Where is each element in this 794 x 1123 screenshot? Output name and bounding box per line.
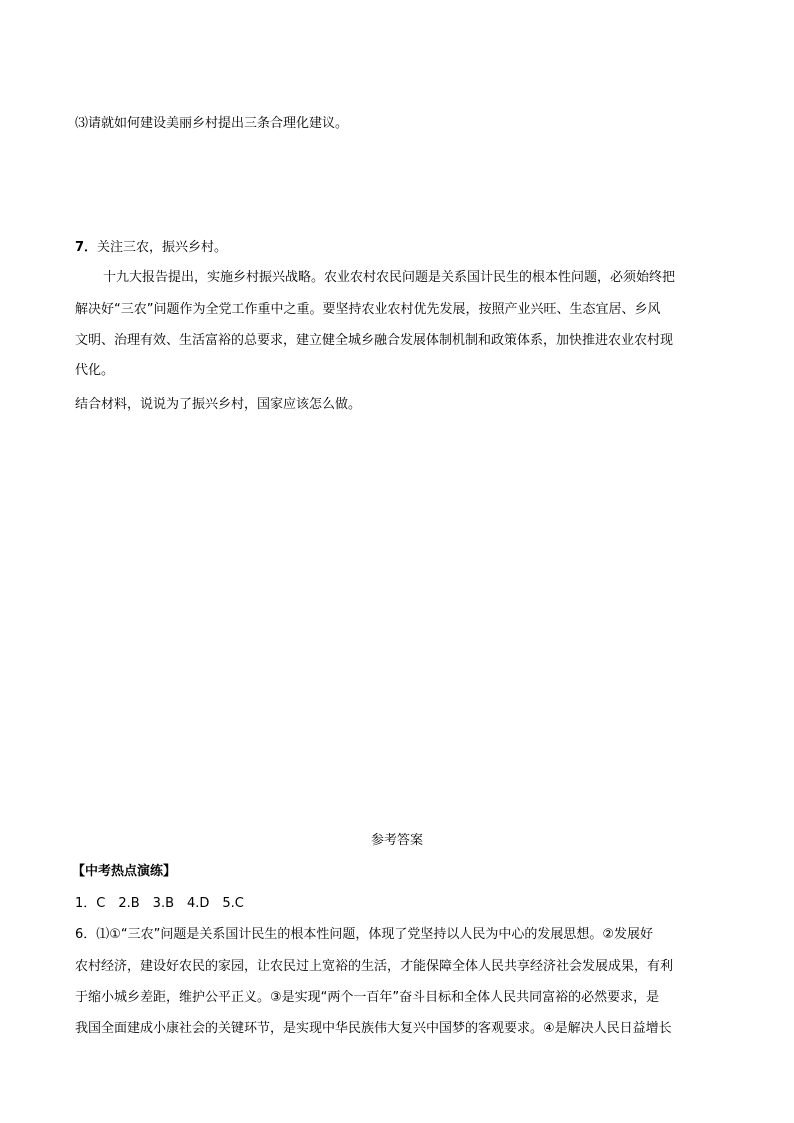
question-7-material-line: 文明、治理有效、生活富裕的总要求，建立健全城乡融合发展体制机制和政策体系，加快推进农业农村现 [75,333,674,348]
question-7-number: 7． [75,240,98,255]
answer-6-line: 于缩小城乡差距，维护公平正义。③是实现“两个一百年”奋斗目标和全体人民共同富裕的必然要求，是 [75,990,660,1005]
answers-section-title: 【中考热点演练】 [72,864,177,879]
question-7-material-line: 解决好“三农”问题作为全党工作重中之重。要坚持农业农村优先发展，按照产业兴旺、生态宜居、乡风 [75,302,661,317]
choice-answers: 1．C 2.B 3.B 4.D 5.C [75,896,244,911]
question-7-heading [75,240,725,256]
question-7-material-line: 十九大报告提出，实施乡村振兴战略。农业农村农民问题是关系国计民生的根本性问题，必须始终把 [103,270,676,285]
question-7-material-line: 代化。 [75,363,115,378]
question-7-title: 关注三农，振兴乡村。 [97,240,228,255]
answer-6-line: 6．⑴①“三农”问题是关系国计民生的根本性问题，体现了党坚持以人民为中心的发展思想。②发展好 [75,927,654,942]
answer-6-line: 我国全面建成小康社会的关键环节，是实现中华民族伟大复兴中国梦的客观要求。④是解决人民日益增长 [75,1021,672,1036]
answers-heading: 参考答案 [370,833,423,848]
question-6-part-3: ⑶请就如何建设美丽乡村提出三条合理化建议。 [75,116,349,131]
question-7-prompt: 结合材料，说说为了振兴乡村，国家应该怎么做。 [75,397,362,412]
answer-6-line: 农村经济，建设好农民的家园，让农民过上宽裕的生活，才能保障全体人民共享经济社会发展成果，有利 [75,959,674,974]
